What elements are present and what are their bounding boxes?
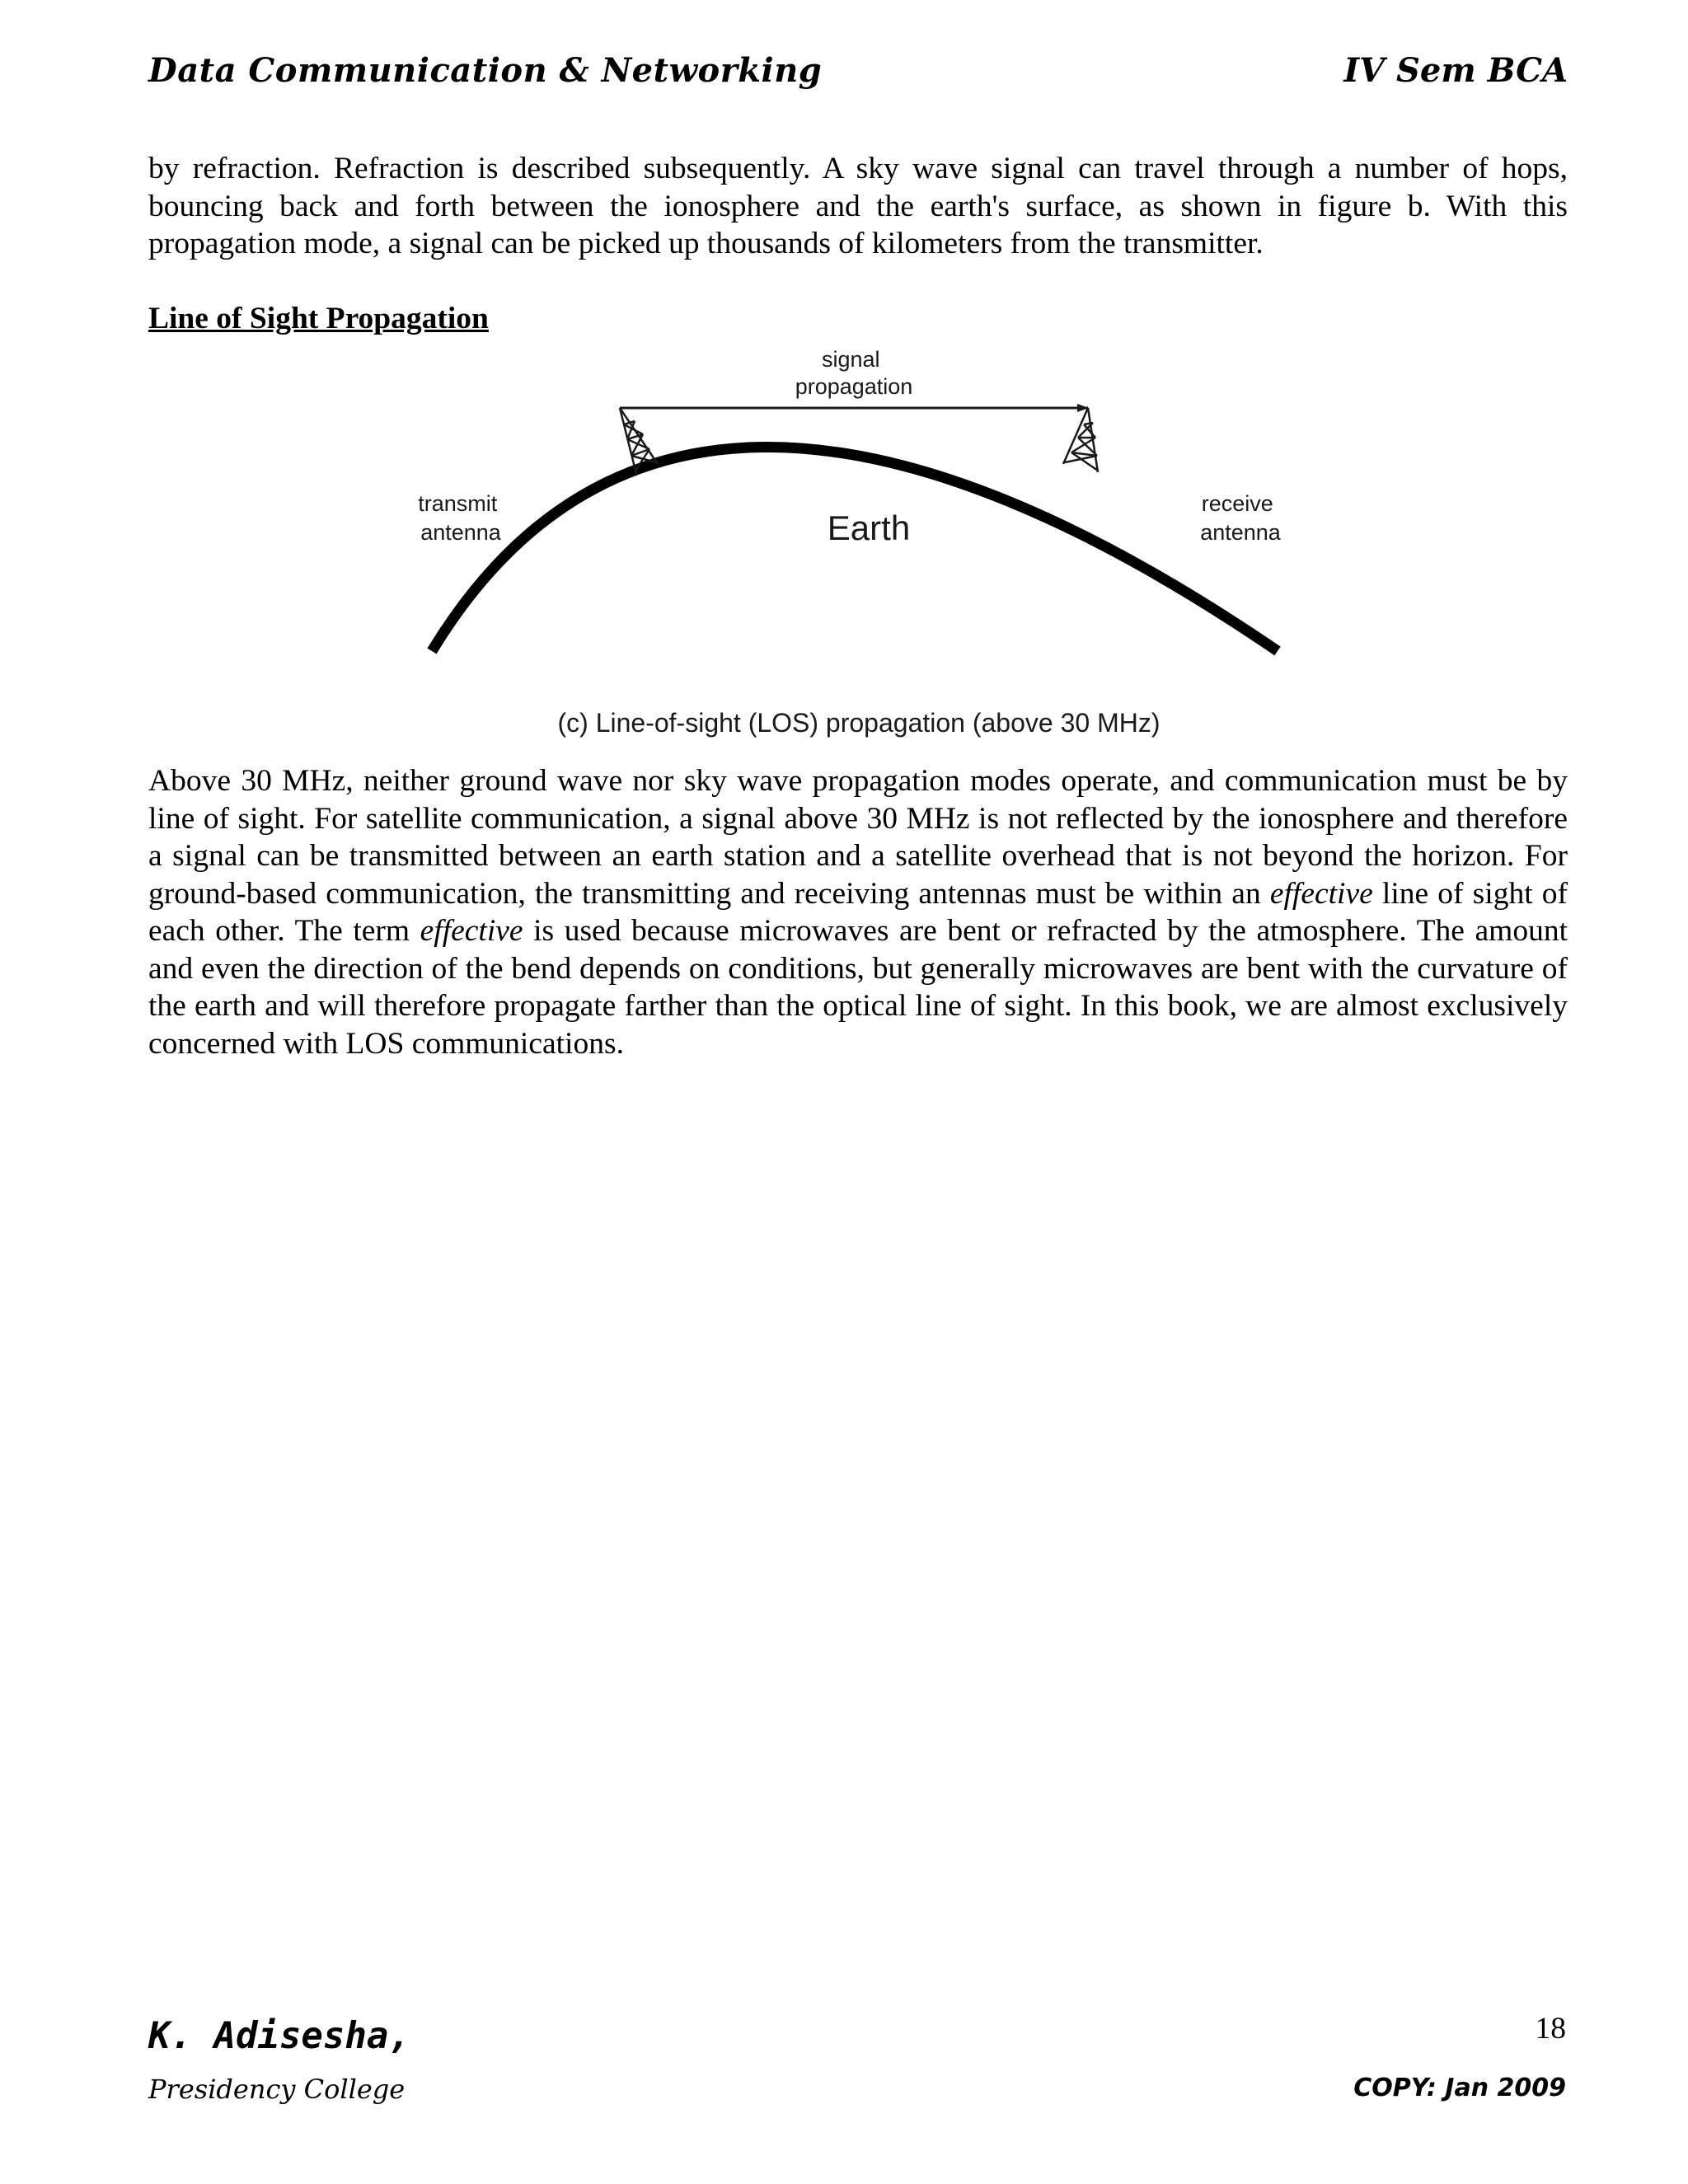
receive-antenna-label: receive antenna: [1200, 491, 1281, 545]
section-heading: Line of Sight Propagation: [148, 302, 489, 335]
signal-label: signal propagation: [795, 347, 913, 399]
footer-copyright: COPY: Jan 2009: [1353, 2074, 1566, 2102]
footer-author: K. Adisesha,: [148, 2015, 410, 2057]
los-propagation-figure: [396, 342, 1302, 746]
earth-label: Earth: [827, 509, 911, 547]
receive-antenna-icon: [1063, 408, 1098, 472]
page-number: 18: [1535, 2012, 1566, 2046]
footer-college: Presidency College: [148, 2074, 406, 2105]
body-paragraph: Above 30 MHz, neither ground wave nor sky wave propagation modes operate, and communication must be by line of sight. For satellite communication, a signal above 30 MHz is not reflected by the ionosphere and therefore a signal can be transmitted between an earth station and a satellite overhead that is not beyond the horizon. For ground-based communication, the transmitting and receiving antennas must be within an effective line of sight of each other. The term effective is used because microwaves are bent or refracted by the atmosphere. The amount and even the direction of the bend depends on conditions, but generally microwaves are bent with the curvature of the earth and will therefore propagate farther than the optical line of sight. In this book, we are almost exclusively concerned with LOS communications.: [148, 764, 1568, 1061]
emphasis-effective: effective: [420, 914, 523, 948]
transmit-antenna-label: transmit antenna: [418, 491, 501, 545]
header-title: Data Communication & Networking: [148, 51, 823, 90]
figure-caption: (c) Line-of-sight (LOS) propagation (above 30 MHz): [557, 708, 1160, 738]
intro-paragraph: by refraction. Refraction is described subsequently. A sky wave signal can travel through a number of hops, bouncing back and forth between the ionosphere and the earth's surface, as shown in figure b. With this propagation mode, a signal can be picked up thousands of kilometers from the transmitter.: [148, 152, 1568, 260]
header-course: IV Sem BCA: [1343, 51, 1568, 90]
earth-curve: [432, 448, 1278, 652]
emphasis-effective: effective: [1269, 876, 1373, 911]
